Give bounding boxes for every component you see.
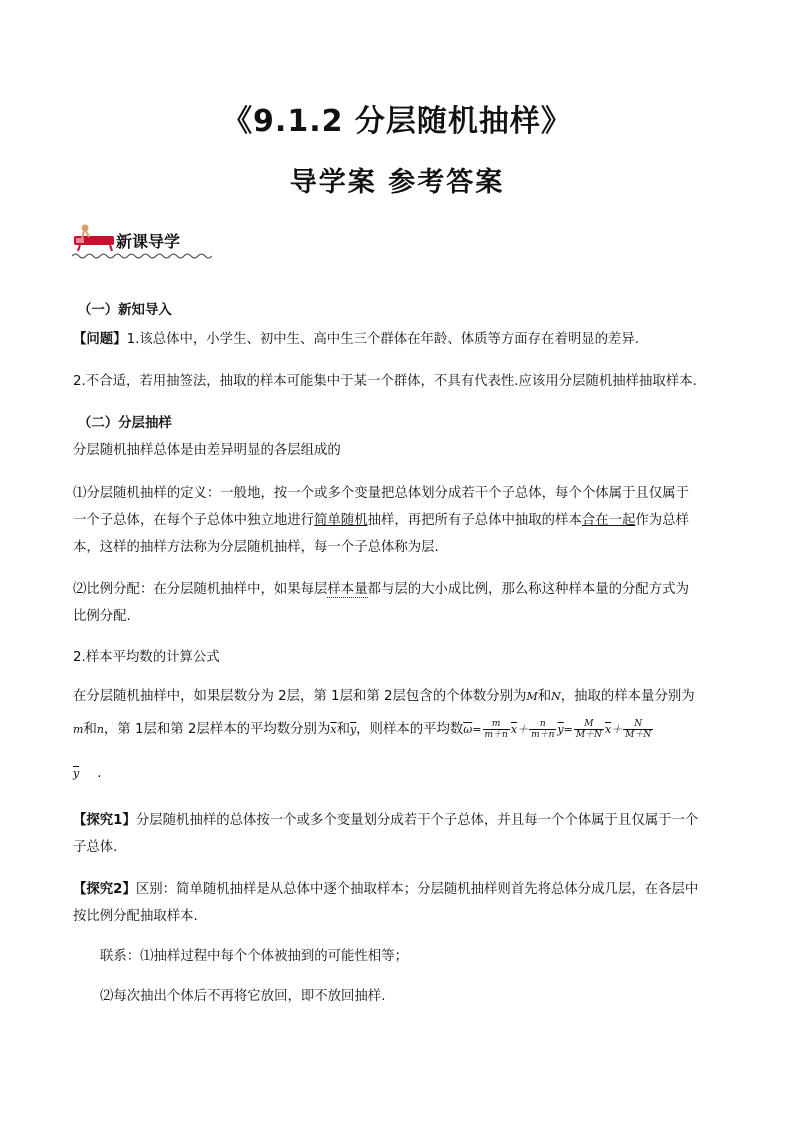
explore-1-label: 【探究1】 — [73, 813, 136, 828]
explore-1-text: 分层随机抽样的总体按一个或多个变量划分成若干个子总体，并且每一个个体属于且仅属于一个 — [135, 813, 699, 828]
explore-1-line-1 — [73, 811, 698, 831]
explore-2-line-1 — [73, 880, 698, 900]
var-y-bar: $\overline{y}$ — [349, 723, 357, 736]
pencil-person-icon — [72, 222, 116, 252]
var-N: N — [551, 690, 561, 703]
question-label: 【问题】 — [73, 332, 127, 347]
intro-line: 分层随机抽样总体是由差异明显的各层组成的 — [73, 443, 341, 458]
definition-line-1: ⑴分层随机抽样的定义：一般地，按一个或多个变量把总体划分成若干个子总体，每个个体属于且仅属于 — [73, 486, 689, 501]
page-title: 《9.1.2 分层随机抽样》 — [222, 104, 572, 139]
formula-x-bar: $\overline{x}$ — [510, 723, 518, 736]
eq-sign-1: = — [472, 723, 482, 736]
fraction-m-num: m — [483, 719, 510, 730]
formula-y-bar: $\overline{y}$ — [557, 723, 564, 736]
formula-text-b: ，抽取的样本量分别为 — [560, 689, 695, 704]
var-omega-bar: $\overline{\omega}$ — [463, 723, 473, 736]
question-line-2: 2.不合适，若用抽签法，抽取的样本可能集中于某一个群体，不具有代表性.应该用分层随机抽样抽取样本. — [73, 374, 697, 389]
fraction-n — [529, 719, 556, 740]
formula-title: 2.样本平均数的计算公式 — [73, 650, 220, 665]
formula-text-d: ，则样本的平均数 — [356, 722, 464, 737]
explore-2-line-2: 按比例分配抽取样本. — [73, 909, 198, 924]
formula-line-2 — [73, 718, 654, 742]
blank-simple-random: 简单随机 — [314, 513, 368, 528]
fraction-n-den: m＋n — [531, 729, 555, 740]
section-heading-1: （一）新知导入 — [78, 303, 172, 318]
var-n: n — [96, 723, 104, 736]
fraction-M-num: M — [574, 719, 604, 730]
fraction-m-den: m＋n — [484, 729, 508, 740]
definition-text-c: 作为总样 — [635, 513, 689, 528]
fraction-M — [574, 719, 604, 740]
fraction-N-num: N — [623, 719, 653, 730]
link-line-2: ⑵每次抽出个体后不再将它放回，即不放回抽样. — [100, 989, 386, 1004]
blank-sample-size: 样本量 — [327, 582, 368, 597]
eq-sign-2: = — [563, 723, 573, 736]
formula-period: . — [97, 766, 102, 781]
blank-combined: 合在一起 — [581, 513, 636, 528]
explore-2-text: 区别：简单随机抽样是从总体中逐个抽取样本；分层随机抽样则首先将总体分成几层，在各层中 — [135, 882, 699, 897]
proportion-line-2: 比例分配. — [73, 609, 131, 624]
page-subtitle: 导学案 参考答案 — [289, 167, 505, 198]
formula-x-bar-2: $\overline{x}$ — [604, 723, 612, 736]
wavy-underline — [72, 252, 212, 260]
formula-line-3 — [73, 764, 101, 784]
fraction-N-den: M＋N — [625, 729, 652, 740]
fraction-N — [623, 719, 653, 740]
var-M: M — [526, 690, 538, 703]
formula-and-2: 和 — [83, 722, 97, 737]
proportion-text-b: 都与层的大小成比例，那么称这种样本量的分配方式为 — [367, 582, 689, 597]
formula-line-1 — [73, 687, 695, 707]
definition-line-3: 本，这样的抽样方法称为分层随机抽样，每一个子总体称为层. — [73, 540, 439, 555]
var-x-bar: $\overline{x}$ — [330, 723, 337, 736]
definition-text-b: 抽样，再把所有子总体中抽取的样本 — [367, 513, 582, 528]
definition-text-a: 一个子总体，在每个子总体中独立地进行 — [73, 513, 315, 528]
explore-2-label: 【探究2】 — [73, 882, 136, 897]
section-badge-label: 新课导学 — [116, 232, 181, 251]
definition-line-2 — [73, 511, 689, 531]
formula-and-3: 和 — [336, 722, 350, 737]
fraction-m — [483, 719, 510, 740]
formula-text-a: 在分层随机抽样中，如果层数分为 2层，第 1层和第 2层包含的个体数分别为 — [73, 689, 527, 704]
link-line-1: 联系：⑴抽样过程中每个个体被抽到的可能性相等； — [100, 949, 408, 964]
question-text-1: 1.该总体中，小学生、初中生、高中生三个群体在年龄、体质等方面存在着明显的差异. — [126, 332, 640, 347]
section-heading-2: （二）分层抽样 — [78, 416, 172, 431]
fraction-M-den: M＋N — [575, 729, 602, 740]
plus-sign-1: ＋ — [517, 723, 529, 736]
explore-1-line-2: 子总体. — [73, 840, 118, 855]
var-m: m — [73, 723, 84, 736]
proportion-text-a: ⑵比例分配：在分层随机抽样中，如果每层 — [73, 582, 328, 597]
formula-text-c: ，第 1层和第 2层样本的平均数分别为 — [103, 722, 331, 737]
formula-y-bar-2: $\overline{y}$ — [73, 767, 80, 780]
fraction-n-num: n — [529, 719, 556, 730]
proportion-line-1 — [73, 580, 689, 600]
formula-and-1: 和 — [537, 689, 552, 704]
question-line-1 — [73, 330, 639, 350]
plus-sign-2: ＋ — [611, 723, 623, 736]
